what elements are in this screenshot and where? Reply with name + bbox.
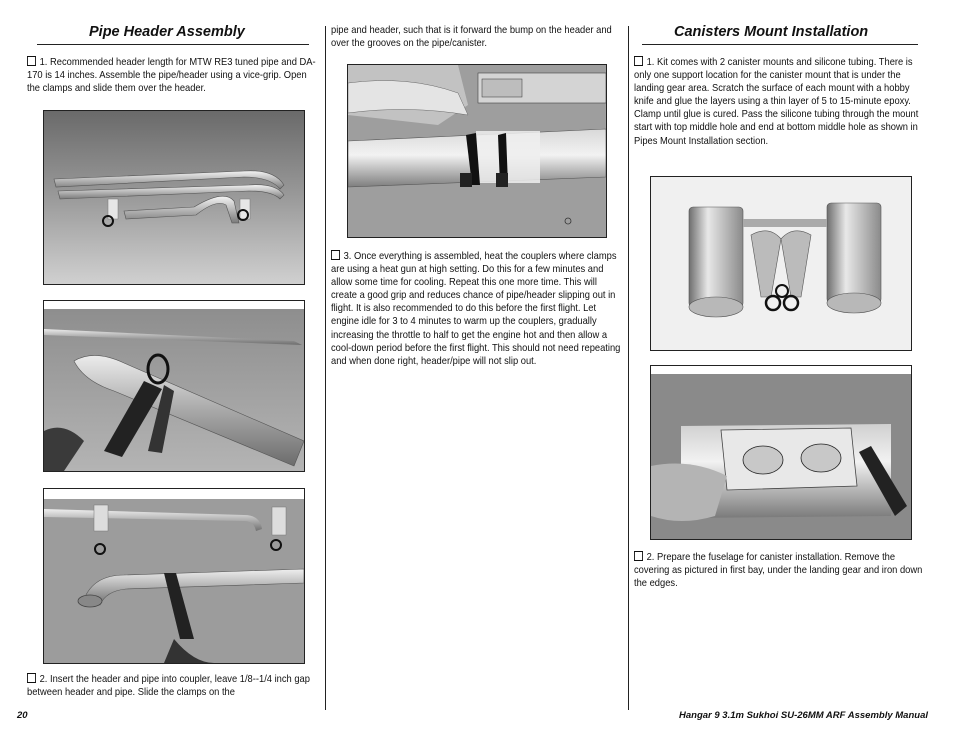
step-1-canisters: 1. Kit comes with 2 canister mounts and silicone tubing. There is only one support location for the canister mount that is under the landing gear area. Scratch the surface of each mount with a hobby knife and glue the layers using a thin layer of 5 to 15-minute epoxy. Clamp until glue is cured. Pass the silicone tubing through the mount start with top middle hole and end at bottom middle hole as shown in Pipes Mount Installation section.: [634, 57, 919, 147]
photo-vice-grip-assembly: [43, 300, 305, 472]
left-column: [27, 22, 317, 95]
section-heading-pipe-header: Pipe Header Assembly: [37, 24, 309, 45]
step-2-canisters: 2. Prepare the fuselage for canister installation. Remove the covering as pictured in first bay, under the landing gear and iron down the edges.: [634, 552, 923, 590]
right-column-step2: [634, 551, 926, 590]
step-3-heat-couplers: 3. Once everything is assembled, heat the couplers where clamps are using a heat gun at high setting. Do this for a few minutes and allow some time for cooling. Repeat this one more time. This will create a good grip and reduces chance of pipe/header slipping out in flight. It is also recommended to do this before the first flight. Let engine idle for 3 to 4 minutes to warm up the couplers, gradually increasing the throttle to half to get the engine hot and then allow a cool-down period before the first flight. This should not need repeating and when done right, header/pipe will not slip out.: [331, 251, 621, 367]
photo-header-in-coupler: [43, 488, 305, 664]
column-divider-left: [325, 26, 326, 710]
photo-canisters-and-mounts: [650, 176, 912, 351]
manual-title: Hangar 9 3.1m Sukhoi SU-26MM ARF Assembly Manual: [679, 710, 928, 721]
step-2-continued: pipe and header, such that is it forward the bump on the header and over the grooves on the pipe/canister.: [331, 25, 612, 50]
middle-column: [331, 22, 623, 50]
checkbox-icon: [634, 551, 643, 561]
checkbox-icon: [331, 250, 340, 260]
middle-column-step3: [331, 250, 623, 368]
step-2-pipe-header: 2. Insert the header and pipe into coupler, leave 1/8--1/4 inch gap between header and pipe. Slide the clamps on the: [27, 674, 310, 699]
page-number: 20: [17, 710, 28, 721]
checkbox-icon: [27, 56, 36, 66]
photo-caliper-measurement: [347, 64, 607, 238]
photo-pipe-header-parts: [43, 110, 305, 285]
step-1-pipe-header: 1. Recommended header length for MTW RE3 tuned pipe and DA-170 is 14 inches. Assemble the pipe/header using a vice-grip. Open the clamps and slide them over the header.: [27, 57, 316, 95]
right-column: [634, 22, 926, 148]
checkbox-icon: [634, 56, 643, 66]
section-heading-canisters-mount: Canisters Mount Installation: [642, 24, 918, 45]
left-column-lower: [27, 673, 317, 699]
checkbox-icon: [27, 673, 36, 683]
photo-canister-mount-in-hand: [650, 365, 912, 540]
column-divider-right: [628, 26, 629, 710]
